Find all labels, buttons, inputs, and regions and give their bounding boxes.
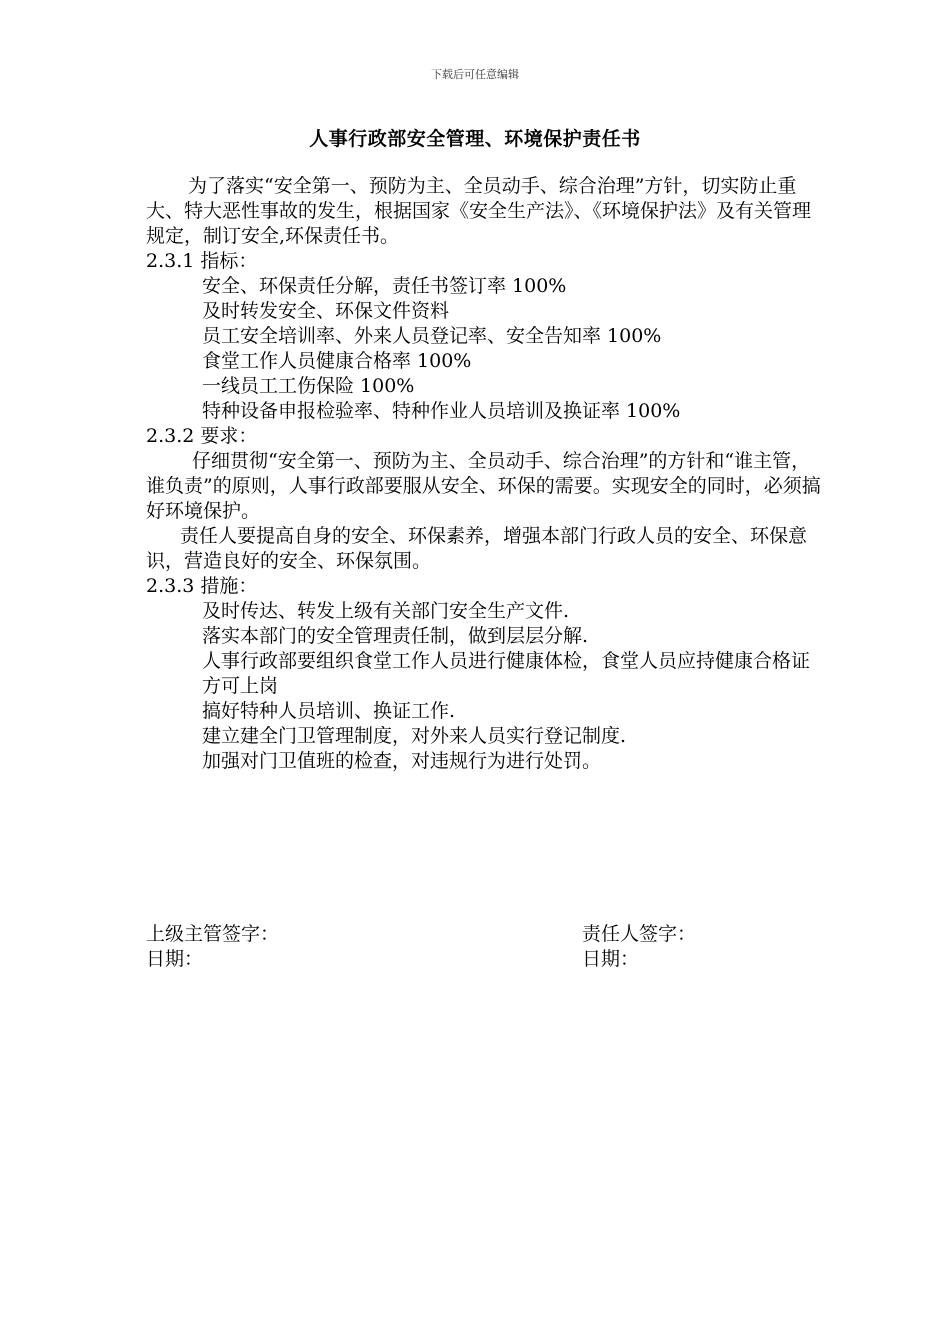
supervisor-signature-block: [146, 922, 279, 972]
requirement-paragraph: 仔细贯彻“安全第一、预防为主、全员动手、综合治理”的方针和“谁主管，谁负责”的原则，人事行政部要服从安全、环保的需要。实现安全的同时，必须搞好环境保护。: [146, 450, 821, 522]
supervisor-date-label: 日期：: [146, 948, 204, 970]
measure-item: 及时传达、转发上级有关部门安全生产文件.: [202, 600, 570, 622]
measure-item: 加强对门卫值班的检查，对违规行为进行处罚。: [202, 750, 602, 772]
header-note: 下载后可任意编辑: [431, 68, 519, 81]
indicator-item: 食堂工作人员健康合格率 100%: [202, 350, 472, 372]
section-indicators-heading: 2.3.1 指标：: [146, 250, 258, 272]
section-requirements-heading: 2.3.2 要求：: [146, 425, 258, 447]
indicator-item: 及时转发安全、环保文件资料: [202, 300, 450, 322]
responsible-person-signature-label: 责任人签字：: [582, 923, 697, 945]
indicator-item: 员工安全培训率、外来人员登记率、安全告知率 100%: [202, 325, 662, 347]
responsible-person-date-label: 日期：: [582, 948, 640, 970]
indicator-item: 特种设备申报检验率、特种作业人员培训及换证率 100%: [202, 400, 681, 422]
measure-item: 建立建全门卫管理制度，对外来人员实行登记制度.: [202, 725, 627, 747]
measure-item: 落实本部门的安全管理责任制，做到层层分解.: [202, 625, 589, 647]
indicator-item: 安全、环保责任分解，责任书签订率 100%: [202, 275, 567, 297]
intro-paragraph: 为了落实“安全第一、预防为主、全员动手、综合治理”方针，切实防止重大、特大恶性事故的发生，根据国家《安全生产法》、《环境保护法》及有关管理规定，制订安全,环保责任书。: [146, 175, 812, 247]
requirement-paragraph: 责任人要提高自身的安全、环保素养，增强本部门行政人员的安全、环保意识，营造良好的安全、环保氛围。: [146, 525, 808, 572]
measure-item: 人事行政部要组织食堂工作人员进行健康体检，食堂人员应持健康合格证方可上岗: [202, 650, 811, 697]
document-body: [146, 174, 826, 774]
indicator-item: 一线员工工伤保险 100%: [202, 375, 415, 397]
section-measures-heading: 2.3.3 措施：: [146, 575, 258, 597]
supervisor-signature-label: 上级主管签字：: [146, 923, 280, 945]
measure-item: 搞好特种人员培训、换证工作.: [202, 700, 456, 722]
document-title: 人事行政部安全管理、环境保护责任书: [309, 128, 641, 150]
responsible-person-signature-block: [582, 922, 696, 972]
